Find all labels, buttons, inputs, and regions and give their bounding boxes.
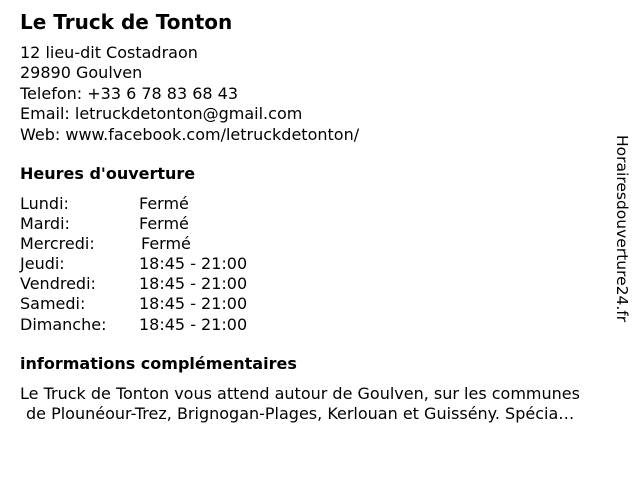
contact-block [20, 43, 359, 145]
info-line-2: de Plounéour-Trez, Brignogan-Plages, Kerlouan et Guissény. Spécia… [26, 404, 575, 423]
hours-day: Mercredi: [20, 234, 95, 254]
email-text: Email: letruckdetonton@gmail.com [20, 104, 303, 124]
web-text: Web: www.facebook.com/letruckdetonton/ [20, 124, 360, 144]
phone-text: Telefon: +33 6 78 83 68 43 [20, 83, 239, 103]
site-watermark: Horairesdouverture24.fr [613, 135, 631, 323]
hours-row-samedi [20, 294, 247, 314]
hours-day: Jeudi: [20, 254, 65, 274]
hours-day: Dimanche: [20, 314, 107, 334]
hours-row-dimanche [20, 315, 247, 335]
address-line-1: 12 lieu-dit Costadraon [20, 43, 198, 62]
hours-value: Fermé [141, 234, 191, 254]
address-line-2: 29890 Goulven [20, 63, 143, 83]
business-name: Le Truck de Tonton [20, 10, 233, 34]
hours-row-lundi [20, 194, 247, 214]
hours-row-jeudi [20, 254, 247, 274]
info-heading: informations complémentaires [20, 354, 297, 373]
hours-value: 18:45 - 21:00 [139, 274, 248, 294]
info-line-1: Le Truck de Tonton vous attend autour de Goulven, sur les communes [20, 384, 580, 403]
hours-day: Mardi: [20, 214, 70, 234]
hours-value: 18:45 - 21:00 [139, 314, 248, 334]
info-description [20, 384, 632, 424]
hours-row-mercredi [20, 234, 247, 254]
hours-table [20, 194, 247, 335]
hours-value: 18:45 - 21:00 [139, 294, 248, 314]
hours-row-mardi [20, 214, 247, 234]
hours-value: Fermé [139, 194, 189, 213]
hours-day: Samedi: [20, 294, 86, 314]
hours-heading: Heures d'ouverture [20, 164, 196, 183]
hours-value: Fermé [139, 214, 189, 234]
hours-value: 18:45 - 21:00 [139, 254, 248, 274]
hours-day: Vendredi: [20, 274, 96, 294]
hours-day: Lundi: [20, 194, 69, 213]
hours-row-vendredi [20, 274, 247, 294]
